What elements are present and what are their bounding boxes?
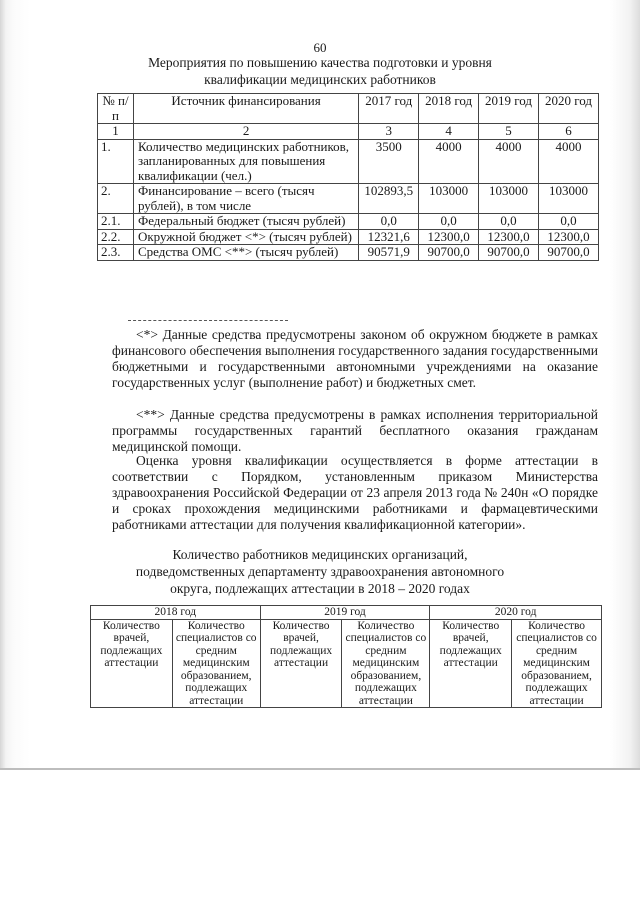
section-title — [120, 546, 520, 597]
scan-edge — [0, 768, 640, 770]
table-header-row — [98, 94, 599, 124]
footnote-1: <*> Данные средства предусмотрены законом об окружном бюджете в рамках финансового обеспечения выполнения государственного задания государственными бюджетными и государственными автономными учреждениями на оказание государственных услуг (выполнение работ) и бюджетных смет. — [112, 327, 598, 390]
col-doctors: Количество врачей, подлежащих аттестации — [260, 619, 342, 708]
value-2020: 90700,0 — [539, 245, 599, 261]
index-cell: 4 — [419, 124, 479, 140]
value-2020: 12300,0 — [539, 229, 599, 245]
row-num: 2.2. — [98, 229, 134, 245]
header-2018: 2018 год — [419, 94, 479, 124]
year-header-2019: 2019 год — [260, 606, 430, 620]
row-num: 2.1. — [98, 214, 134, 230]
table-row — [98, 184, 599, 214]
funding-table — [97, 93, 599, 261]
col-specialists: Количество специалистов со средним медицинским образованием, подлежащих аттестации — [172, 619, 260, 708]
table-row — [98, 139, 599, 184]
page-title-line-1: Мероприятия по повышению качества подготовки и уровня — [148, 55, 492, 70]
assessment-paragraph: Оценка уровня квалификации осуществляется в форме аттестации в соответствии с Порядком, установленным приказом Министерства здравоохранения Российской Федерации от 23 апреля 2013 года № 240н «О порядке и сроках прохождения медицинскими работниками и фармацевтическими работниками аттестации для получения квалификационной категории». — [112, 453, 598, 532]
table-row — [98, 229, 599, 245]
value-2017: 12321,6 — [359, 229, 419, 245]
row-source: Окружной бюджет <*> (тысяч рублей) — [133, 229, 358, 245]
section-title-line-1: Количество работников медицинских организаций, — [172, 547, 468, 562]
table-header-row — [91, 606, 602, 620]
value-2018: 103000 — [419, 184, 479, 214]
section-title-line-3: округа, подлежащих аттестации в 2018 – 2020 годах — [170, 581, 470, 596]
value-2018: 0,0 — [419, 214, 479, 230]
page-title-line-2: квалификации медицинских работников — [204, 72, 436, 87]
header-source: Источник финансирования — [133, 94, 358, 124]
staff-table — [90, 605, 602, 708]
value-2019: 0,0 — [479, 214, 539, 230]
index-cell: 3 — [359, 124, 419, 140]
value-2017: 0,0 — [359, 214, 419, 230]
value-2018: 12300,0 — [419, 229, 479, 245]
value-2017: 102893,5 — [359, 184, 419, 214]
index-cell: 1 — [98, 124, 134, 140]
header-2020: 2020 год — [539, 94, 599, 124]
table-row — [98, 214, 599, 230]
row-num: 2.3. — [98, 245, 134, 261]
header-num: № п/п — [98, 94, 134, 124]
table-index-row — [98, 124, 599, 140]
row-source: Количество медицинских работников, запланированных для повышения квалификации (чел.) — [133, 139, 358, 184]
row-num: 2. — [98, 184, 134, 214]
value-2020: 0,0 — [539, 214, 599, 230]
value-2019: 103000 — [479, 184, 539, 214]
footnote-divider — [128, 320, 288, 321]
section-title-line-2: подведомственных департаменту здравоохранения автономного — [135, 564, 505, 579]
table-row — [98, 245, 599, 261]
index-cell: 6 — [539, 124, 599, 140]
index-cell: 5 — [479, 124, 539, 140]
table-header-row — [91, 619, 602, 708]
year-header-2018: 2018 год — [91, 606, 261, 620]
row-source: Федеральный бюджет (тысяч рублей) — [133, 214, 358, 230]
value-2017: 90571,9 — [359, 245, 419, 261]
value-2018: 90700,0 — [419, 245, 479, 261]
row-source: Средства ОМС <**> (тысяч рублей) — [133, 245, 358, 261]
page-title — [120, 54, 520, 88]
row-source: Финансирование – всего (тысяч рублей), в том числе — [133, 184, 358, 214]
page-number: 60 — [313, 40, 327, 55]
value-2019: 4000 — [479, 139, 539, 184]
footnote-2: <**> Данные средства предусмотрены в рамках исполнения территориальной программы государственных гарантий бесплатного оказания гражданам медицинской помощи. — [112, 407, 598, 454]
value-2020: 4000 — [539, 139, 599, 184]
value-2019: 12300,0 — [479, 229, 539, 245]
col-specialists: Количество специалистов со средним медицинским образованием, подлежащих аттестации — [512, 619, 602, 708]
col-doctors: Количество врачей, подлежащих аттестации — [91, 619, 173, 708]
col-specialists: Количество специалистов со средним медицинским образованием, подлежащих аттестации — [342, 619, 430, 708]
header-2017: 2017 год — [359, 94, 419, 124]
value-2020: 103000 — [539, 184, 599, 214]
value-2017: 3500 — [359, 139, 419, 184]
header-2019: 2019 год — [479, 94, 539, 124]
col-doctors: Количество врачей, подлежащих аттестации — [430, 619, 512, 708]
year-header-2020: 2020 год — [430, 606, 602, 620]
value-2019: 90700,0 — [479, 245, 539, 261]
index-cell: 2 — [133, 124, 358, 140]
row-num: 1. — [98, 139, 134, 184]
value-2018: 4000 — [419, 139, 479, 184]
